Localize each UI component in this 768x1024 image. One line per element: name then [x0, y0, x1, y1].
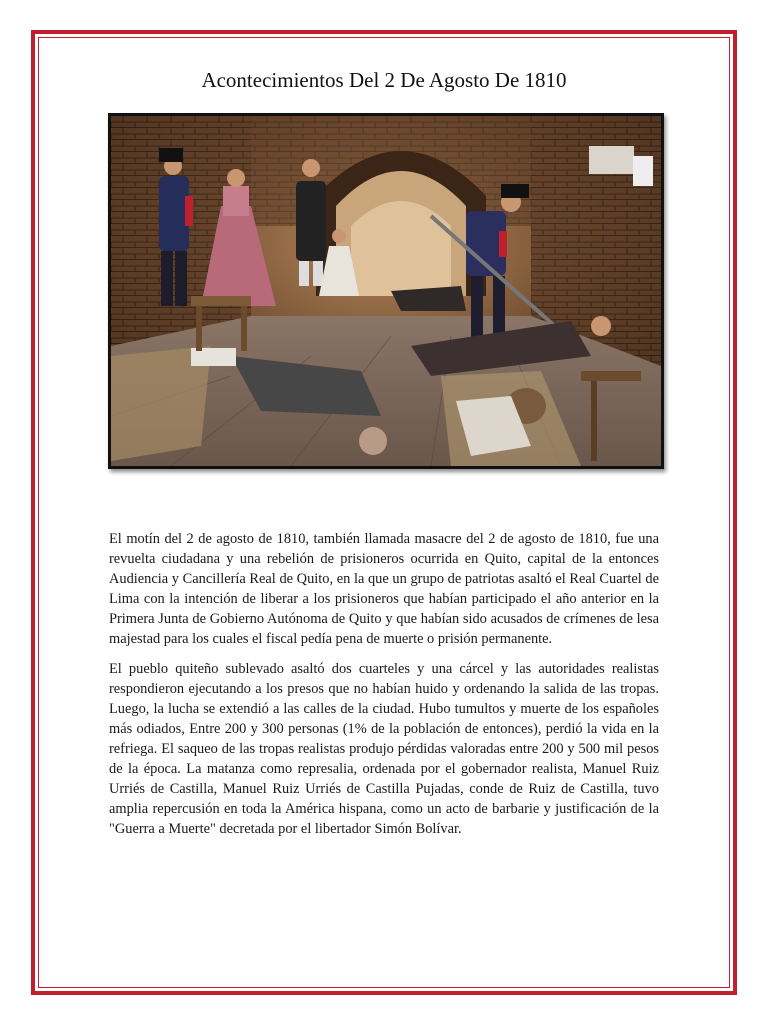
body-text [109, 529, 659, 848]
diorama-photo [108, 113, 664, 469]
paragraph: El motín del 2 de agosto de 1810, también llamada masacre del 2 de agosto de 1810, fue una revuelta ciudadana y una rebelión de prisioneros ocurrida en Quito, capital de la entonces Audiencia y Cancillería Real de Quito, en la que un grupo de patriotas asaltó el Real Cuartel de Lima con la intención de liberar a los prisioneros que habían participado el año anterior en la Primera Junta de Gobierno Autónoma de Quito y que habían sido acusados de crímenes de lesa majestad para los cuales el fiscal pedía pena de muerte o prisión permanente. [109, 531, 659, 648]
document-title: Acontecimientos Del 2 De Agosto De 1810 [201, 68, 567, 92]
paragraph: El pueblo quiteño sublevado asaltó dos cuarteles y una cárcel y las autoridades realistas respondieron ejecutando a los presos que no habían huido y ordenando la salida de las tropas. Luego, la lucha se extendió a las calles de la ciudad. Hubo tumultos y muerte de los españoles más odiados, Entre 200 y 300 personas (1% de la población de entonces), perdió la vida en la refriega. El saqueo de las tropas realistas produjo pérdidas valoradas entre 200 y 500 mil pesos de la época. La matanza como represalia, ordenada por el gobernador realista, Manuel Ruiz Urriés de Castilla, Manuel Ruiz Urriés de Castilla Pujadas, conde de Ruiz de Castilla, tuvo amplia repercusión en toda la América hispana, como un acto de barbarie y justificación de la "Guerra a Muerte" decretada por el libertador Simón Bolívar. [109, 660, 659, 838]
